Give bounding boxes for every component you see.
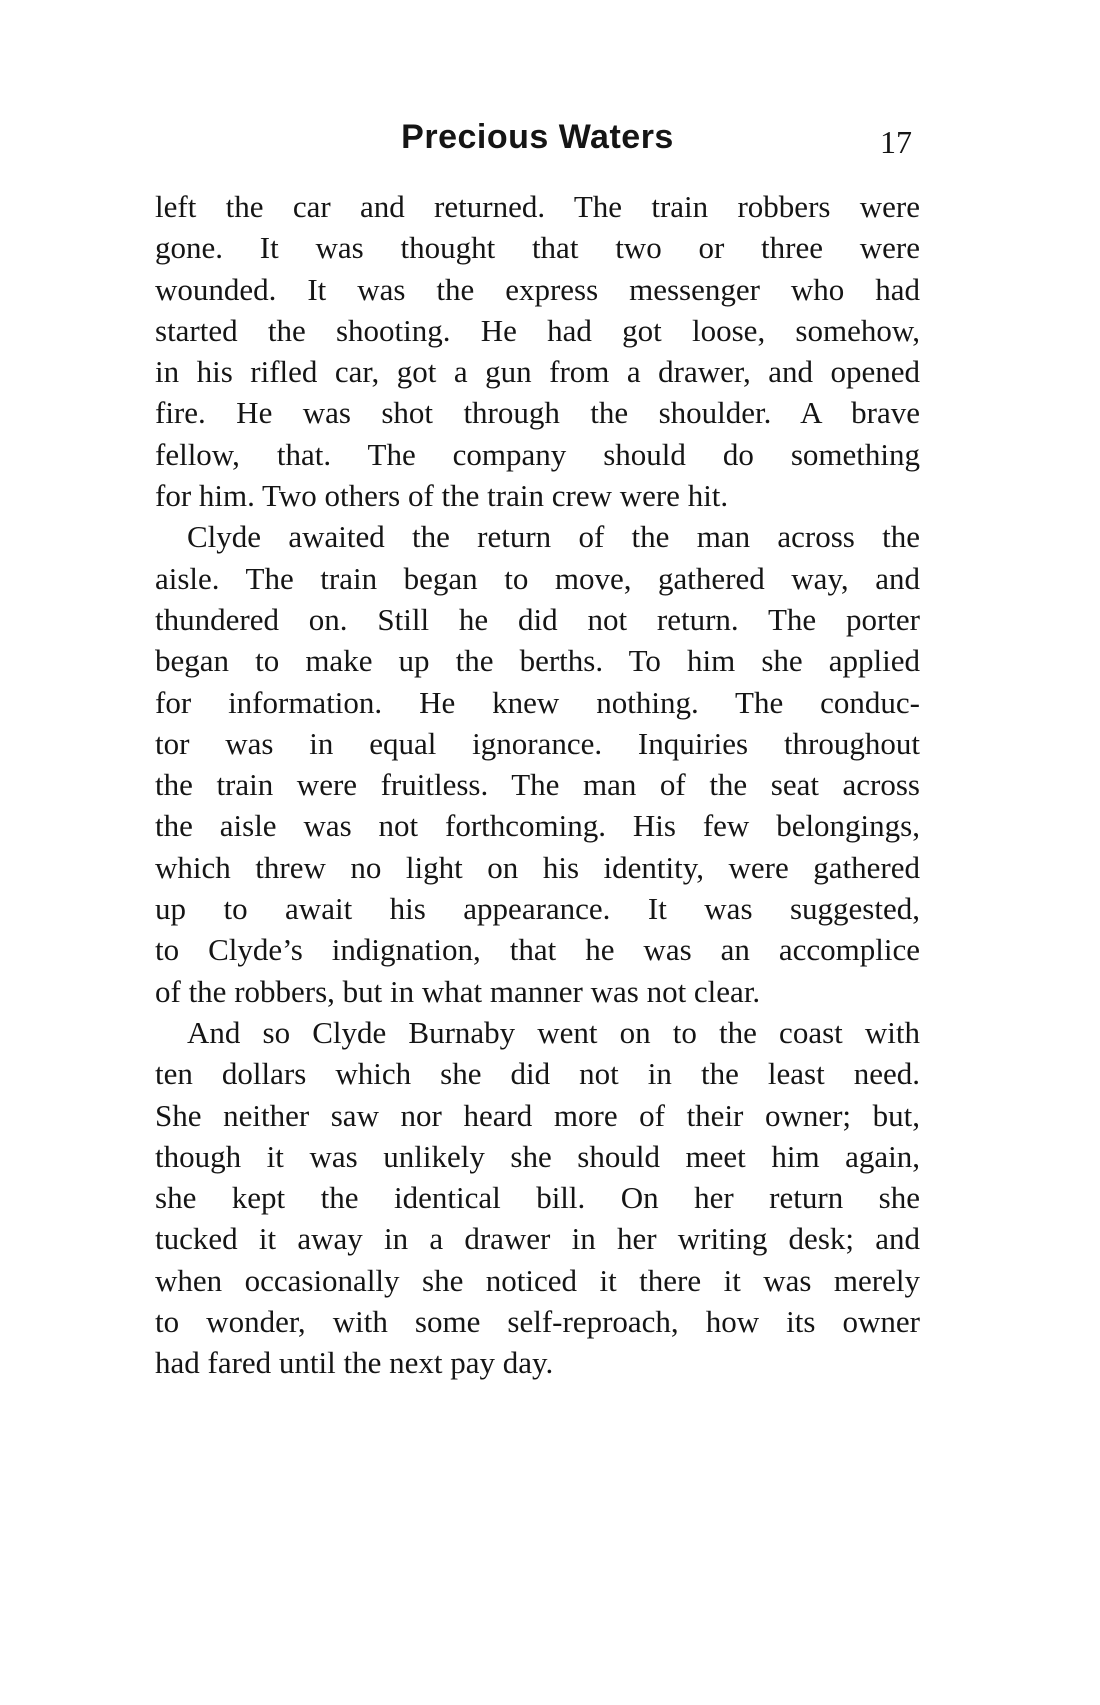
text-line: the train were fruitless. The man of the seat across — [155, 767, 920, 803]
text-line: which threw no light on his identity, were gathered — [155, 849, 920, 885]
text-line: up to await his appearance. It was suggested, — [155, 891, 920, 927]
paragraph — [155, 516, 920, 1012]
text-line: of the robbers, but in what manner was not clear. — [155, 973, 761, 1009]
text-line: tor was in equal ignorance. Inquiries throughout — [155, 725, 920, 761]
text-line: started the shooting. He had got loose, somehow, — [155, 312, 920, 348]
text-line: fellow, that. The company should do something — [155, 436, 920, 472]
text-line: to Clyde’s indignation, that he was an accomplice — [155, 932, 920, 968]
text-line: ten dollars which she did not in the least need. — [155, 1056, 920, 1092]
text-line: for him. Two others of the train crew were hit. — [155, 478, 729, 514]
body-text — [155, 186, 920, 1384]
paragraph — [155, 1012, 920, 1384]
text-line: And so Clyde Burnaby went on to the coast with — [187, 1014, 920, 1050]
text-line: though it was unlikely she should meet him again, — [155, 1138, 920, 1174]
text-line: She neither saw nor heard more of their owner; but, — [155, 1097, 920, 1133]
text-line: left the car and returned. The train robbers were — [155, 189, 920, 224]
text-line: fire. He was shot through the shoulder. A brave — [155, 395, 920, 431]
text-line: gone. It was thought that two or three were — [155, 230, 920, 266]
text-line: began to make up the berths. To him she applied — [155, 643, 920, 679]
text-line: tucked it away in a drawer in her writing desk; and — [155, 1221, 920, 1257]
text-line: when occasionally she noticed it there it was merely — [155, 1262, 920, 1298]
page-number: 17 — [880, 124, 912, 160]
text-line: she kept the identical bill. On her return she — [155, 1180, 920, 1216]
text-line: had fared until the next pay day. — [155, 1345, 554, 1381]
text-line: to wonder, with some self-reproach, how its owner — [155, 1304, 920, 1340]
text-line: wounded. It was the express messenger who had — [155, 271, 920, 307]
text-line: Clyde awaited the return of the man across the — [187, 519, 920, 555]
running-title: Precious Waters — [401, 118, 674, 156]
text-line: aisle. The train began to move, gathered way, and — [155, 560, 920, 596]
paragraph — [155, 186, 920, 516]
text-line: for information. He knew nothing. The conduc- — [155, 684, 920, 720]
running-header — [155, 118, 920, 168]
text-line: thundered on. Still he did not return. The porter — [155, 601, 920, 637]
text-line: the aisle was not forthcoming. His few belongings, — [155, 808, 920, 844]
text-line: in his rifled car, got a gun from a drawer, and opened — [155, 354, 920, 390]
